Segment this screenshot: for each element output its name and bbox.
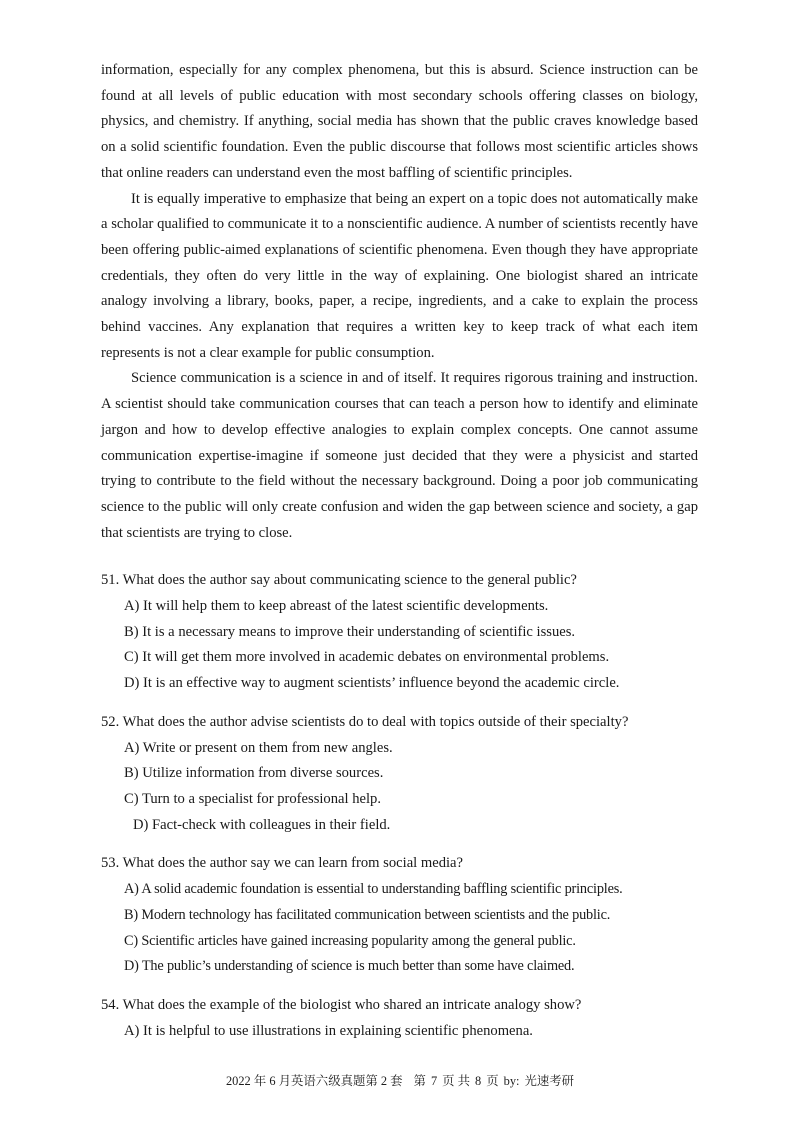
passage-paragraph-1: information, especially for any complex phenomena, but this is absurd. Science instruction can be found at all levels of public education with most secondary schools offering classes on biology, physics, and chemistry. If anything, social media has shown that the public craves knowledge based on a solid scientific foundation. Even the public discourse that follows most scientific articles shows that online readers can understand even the most baffling of scientific principles. [101, 62, 698, 181]
question-51 [101, 568, 698, 697]
footer-total-pages: 8 [475, 1074, 482, 1088]
question-53 [101, 851, 698, 980]
option-a[interactable]: A) It will help them to keep abreast of the latest scientific developments. [124, 598, 549, 615]
option-d[interactable]: D) Fact-check with colleagues in their field. [133, 816, 391, 833]
footer-pages-unit: 页 [486, 1074, 499, 1088]
option-a[interactable]: A) It is helpful to use illustrations in explaining scientific phenomena. [124, 1022, 533, 1039]
page-content [101, 58, 698, 1057]
option-d[interactable]: D) The public’s understanding of science is much better than some have claimed. [124, 958, 575, 975]
option-d[interactable]: D) It is an effective way to augment scientists’ influence beyond the academic circle. [124, 675, 620, 692]
option-a[interactable]: A) A solid academic foundation is essential to understanding baffling scientific principles. [124, 881, 623, 898]
option-a[interactable]: A) Write or present on them from new angles. [124, 739, 393, 756]
footer-page-number: 7 [430, 1074, 438, 1088]
question-54 [101, 993, 698, 1044]
footer-by-label: by: [503, 1074, 520, 1088]
option-b[interactable]: B) It is a necessary means to improve their understanding of scientific issues. [124, 623, 576, 640]
footer-of-label: 页 共 [442, 1074, 471, 1088]
page-footer [0, 1072, 800, 1090]
question-stem: 54. What does the example of the biologist who shared an intricate analogy show? [101, 996, 582, 1013]
footer-credit: 光速考研 [524, 1074, 575, 1088]
questions-list [101, 568, 698, 1044]
passage-paragraph-2: It is equally imperative to emphasize that being an expert on a topic does not automatically make a scholar qualified to communicate it to a nonscientific audience. A number of scientists recently have been offering public-aimed explanations of scientific phenomena. Even though they have appropriate credentials, they often do very little in the way of explaining. One biologist shared an intricate analogy involving a library, books, paper, a recipe, ingredients, and a cake to explain the process behind vaccines. Any explanation that requires a written key to keep track of what each item represents is not a clear example for public consumption. [101, 190, 698, 361]
question-stem: 52. What does the author advise scientists do to deal with topics outside of their specialty? [101, 713, 629, 730]
passage-paragraph-3: Science communication is a science in and of itself. It requires rigorous training and instruction. A scientist should take communication courses that can teach a person how to identify and eliminate jargon and how to develop effective analogies to explain complex concepts. One cannot assume communication expertise-imagine if someone just decided that they were a physicist and started trying to contribute to the field without the necessary background. Doing a poor job communicating science to the public will only create confusion and widen the gap between science and society, a gap that scientists are trying to close. [101, 370, 698, 541]
question-stem: 53. What does the author say we can learn from social media? [101, 855, 464, 872]
option-b[interactable]: B) Utilize information from diverse sources. [124, 765, 384, 782]
footer-exam-title: 2022 年 6 月英语六级真题第 2 套 [225, 1074, 403, 1088]
option-c[interactable]: C) It will get them more involved in academic debates on environmental problems. [124, 649, 610, 666]
footer-page-label: 第 [413, 1074, 426, 1088]
option-c[interactable]: C) Turn to a specialist for professional help. [124, 790, 381, 807]
reading-passage [101, 58, 698, 546]
option-b[interactable]: B) Modern technology has facilitated communication between scientists and the public. [124, 906, 611, 923]
question-52 [101, 710, 698, 839]
question-stem: 51. What does the author say about communicating science to the general public? [101, 572, 577, 589]
option-c[interactable]: C) Scientific articles have gained increasing popularity among the general public. [124, 932, 576, 949]
